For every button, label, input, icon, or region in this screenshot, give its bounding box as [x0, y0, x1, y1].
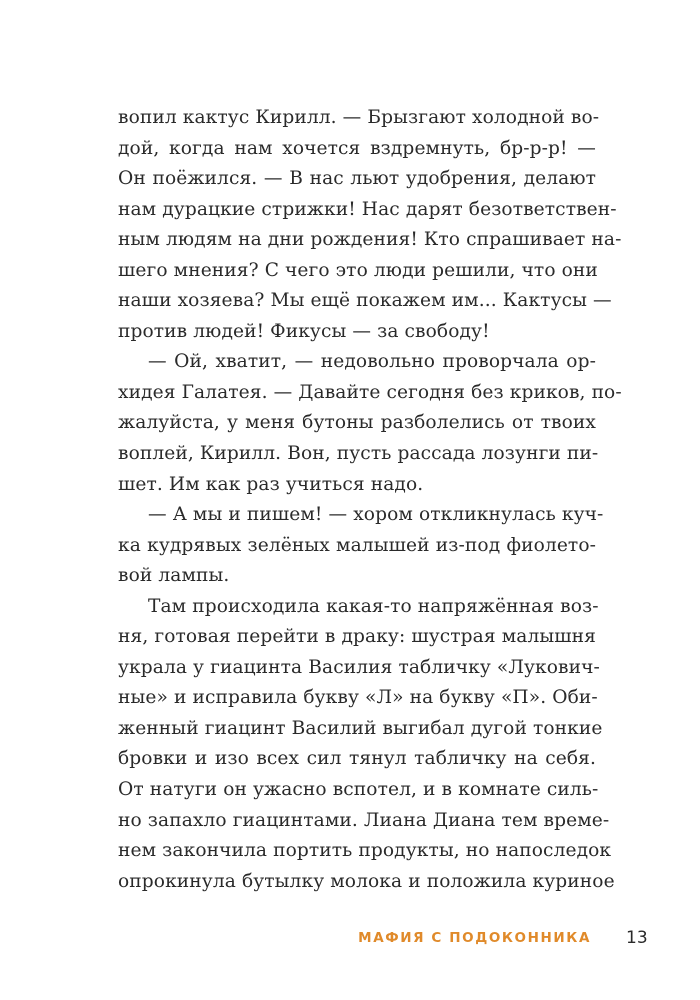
text-line: опрокинула бутылку молока и положила куриное	[118, 870, 615, 892]
text-line: украла у гиацинта Василия табличку «Лукович-	[118, 656, 600, 678]
text-line: Там происходила какая-то напряжённая воз-	[148, 595, 599, 617]
text-line: но запахло гиацинтами. Лиана Диана тем време-	[118, 809, 610, 831]
text-line: наши хозяева? Мы ещё покажем им... Кактусы —	[118, 290, 612, 312]
text-line: — А мы и пишем! — хором откликнулась куч-	[148, 504, 604, 526]
text-line: ные» и исправила букву «Л» на букву «П». Оби-	[118, 687, 598, 709]
page-number: 13	[626, 928, 648, 948]
text-line: шет. Им как раз учиться надо.	[118, 473, 424, 495]
text-line: ным людям на дни рождения! Кто спрашивает на-	[118, 229, 622, 251]
text-line: нам дурацкие стрижки! Нас дарят безответствен-	[118, 198, 617, 220]
body-text	[118, 103, 622, 897]
text-line: дой, когда нам хочется вздремнуть, бр-р-р! —	[118, 137, 596, 159]
text-line: шего мнения? С чего это люди решили, что они	[118, 259, 598, 281]
text-line: нем закончила портить продукты, но напоследок	[118, 840, 612, 862]
running-title: МАФИЯ С ПОДОКОННИКА	[358, 930, 591, 946]
text-line: — Ой, хватит, — недовольно проворчала ор-	[148, 351, 596, 373]
text-line: Он поёжился. — В нас льют удобрения, делают	[118, 168, 596, 190]
text-line: против людей! Фикусы — за свободу!	[118, 320, 490, 342]
text-line: жалуйста, у меня бутоны разболелись от твоих	[118, 412, 596, 434]
text-line: От натуги он ужасно вспотел, и в комнате силь-	[118, 779, 599, 801]
text-line: хидея Галатея. — Давайте сегодня без криков, по-	[118, 381, 622, 403]
text-line: вопил кактус Кирилл. — Брызгают холодной во-	[118, 107, 600, 128]
text-line: вой лампы.	[118, 565, 230, 587]
page-footer	[0, 928, 700, 952]
text-line: бровки и изо всех сил тянул табличку на себя.	[118, 748, 596, 770]
text-line: воплей, Кирилл. Вон, пусть рассада лозунги пи-	[118, 443, 599, 465]
text-line: ка кудрявых зелёных малышей из-под фиолето-	[118, 534, 596, 556]
text-line: ня, готовая перейти в драку: шустрая малышня	[118, 626, 596, 648]
text-line: женный гиацинт Василий выгибал дугой тонкие	[118, 717, 603, 739]
